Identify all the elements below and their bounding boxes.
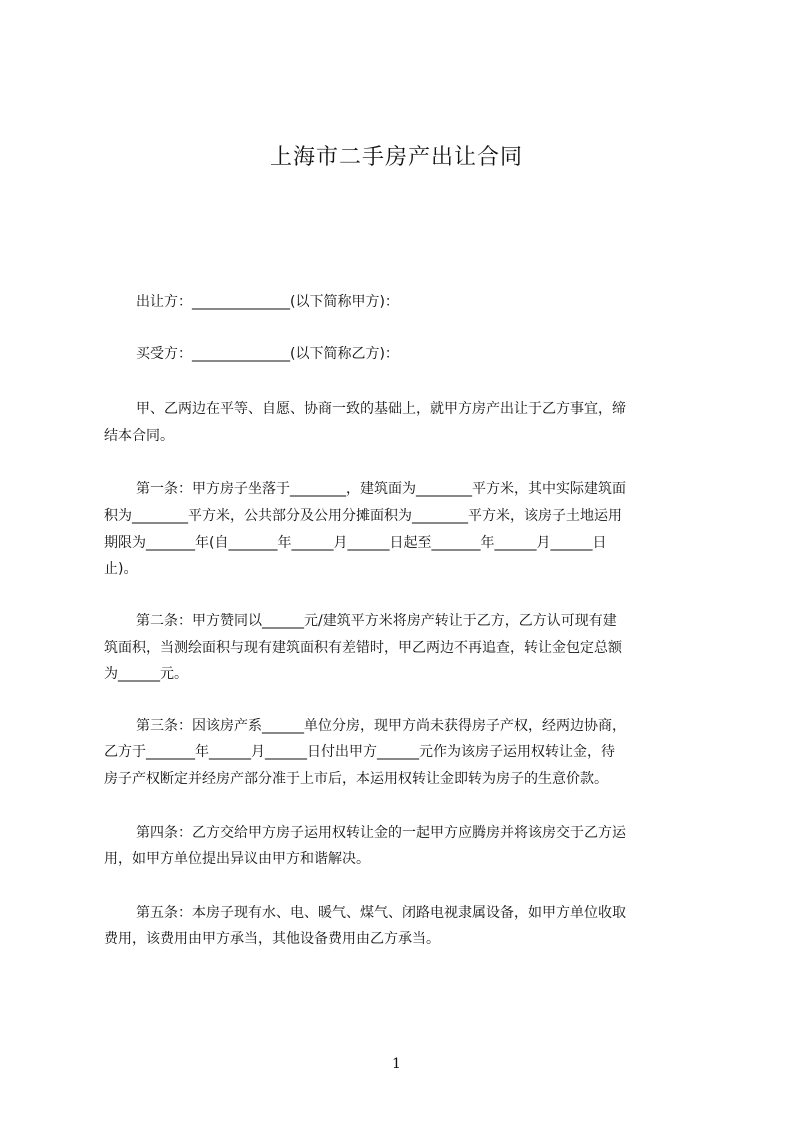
article-4-line-1: 第四条：乙方交给甲方房子运用权转让金的一起甲方应腾房并将该房交于乙方运 [136, 825, 626, 841]
article-1-line-4: 止)。 [104, 561, 138, 577]
article-3-line-2: 乙方于_______年______月______日付出甲方______元作为该房子运用权转让金，待 [104, 744, 615, 760]
article-2-line-2: 筑面积，当测绘面积与现有建筑面积有差错时，甲乙两边不再追查，转让金包定总额 [104, 640, 622, 656]
buyer-line: 买受方：______________(以下简称乙方)： [136, 346, 399, 362]
article-1-line-1: 第一条：甲方房子坐落于________，建筑面为________平方米，其中实际建筑面 [136, 481, 626, 497]
article-3-line-3: 房子产权断定并经房产部分准于上市后，本运用权转让金即转为房子的生意价款。 [104, 771, 608, 787]
preamble-line-2: 结本合同。 [104, 428, 174, 444]
article-2-line-1: 第二条：甲方赞同以______元/建筑平方米将房产转让于乙方，乙方认可现有建 [136, 613, 617, 629]
page-number: 1 [392, 1056, 401, 1072]
preamble-line-1: 甲、乙两边在平等、自愿、协商一致的基础上，就甲方房产出让于乙方事宜，缔 [136, 401, 626, 417]
article-5-line-2: 费用，该费用由甲方承当，其他设备费用由乙方承当。 [104, 931, 440, 947]
article-3-line-1: 第三条：因该房产系______单位分房，现甲方尚未获得房子产权，经两边协商， [136, 718, 626, 734]
article-1-line-2: 积为________平方米，公共部分及公用分摊面积为________平方米，该房子土地运用 [104, 508, 622, 524]
article-2-line-3: 为______元。 [104, 666, 188, 682]
article-5-line-1: 第五条：本房子现有水、电、暖气、煤气、闭路电视隶属设备，如甲方单位收取 [136, 905, 626, 921]
article-4-line-2: 用，如甲方单位提出异议由甲方和谐解决。 [104, 851, 370, 867]
document-title: 上海市二手房产出让合同 [269, 145, 523, 170]
article-1-line-3: 期限为_______年(自_______年______月______日起至_______年______月______日 [104, 535, 607, 551]
seller-line: 出让方：______________(以下简称甲方)： [136, 294, 399, 310]
